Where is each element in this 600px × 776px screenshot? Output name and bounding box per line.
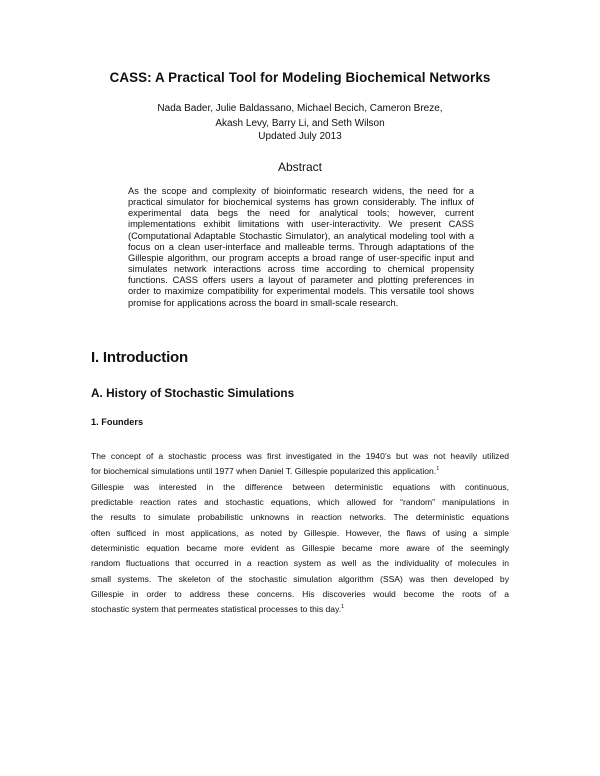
section-heading: I. Introduction	[91, 349, 188, 366]
body-line: often sufficed in most applications, as noted by Gillespie. However, the flaws of using a simple	[91, 527, 509, 538]
abstract-line: implementations exhibit limitations with user-interactivity. We present CASS	[128, 219, 474, 230]
abstract-line: practical simulator for biochemical systems has grown considerably. The influx of	[128, 197, 474, 208]
body-line-text: for biochemical simulations until 1977 when Daniel T. Gillespie popularized this application.	[91, 466, 437, 477]
authors-line-2: Akash Levy, Barry Li, and Seth Wilson	[215, 118, 385, 129]
abstract-line: simulates network interactions across time according to chemical propensity	[128, 264, 474, 275]
body-line: the results to simulate probabilistic unknowns in reaction networks. The deterministic equations	[91, 512, 509, 523]
body-line	[91, 464, 509, 479]
abstract-text	[128, 186, 474, 309]
footnote-ref[interactable]: 1	[436, 466, 440, 473]
abstract-line: order to maximize compatibility for experimental models. This versatile tool shows	[128, 286, 474, 297]
abstract-heading: Abstract	[277, 160, 322, 174]
body-paragraph	[91, 449, 509, 618]
subsection-heading: A. History of Stochastic Simulations	[91, 386, 295, 400]
updated-date: Updated July 2013	[258, 131, 342, 142]
body-line-text: stochastic system that permeates statistical processes to this day.	[91, 604, 342, 615]
abstract-line: experimental data begs the need for analytical tools; however, current	[128, 208, 474, 219]
abstract-line: As the scope and complexity of bioinformatic research widens, the need for a	[128, 186, 474, 196]
abstract-line: Gillespie algorithm, our program accepts a broad range of user-specific input and	[128, 252, 474, 263]
body-line: predictable reaction rates and stochastic equations, which allowed for “random” manipulations in	[91, 497, 509, 508]
body-line	[91, 602, 509, 617]
body-line: The concept of a stochastic process was first investigated in the 1940’s but was not heavily utilized	[91, 451, 509, 461]
body-line: random fluctuations that occurred in a reaction system as well as the individuality of molecules in	[91, 558, 509, 569]
paper-title: CASS: A Practical Tool for Modeling Biochemical Networks	[109, 70, 491, 85]
footnote-ref[interactable]: 1	[341, 604, 345, 611]
body-line: deterministic equation became more evident as Gillespie became more aware of the seemingly	[91, 543, 509, 554]
abstract-line: functions. CASS offers users a layout of parameter and plotting preferences in	[128, 275, 474, 286]
body-line: Gillespie in order to address these concerns. His discoveries would become the roots of a	[91, 589, 509, 600]
body-line: small systems. The skeleton of the stochastic simulation algorithm (SSA) was then developed by	[91, 573, 509, 584]
author-list	[0, 101, 600, 131]
abstract-line: focus on a clean user-interface and malleable terms. Through adaptations of the	[128, 241, 474, 252]
abstract-line: promise for applications across the board in small-scale research.	[128, 297, 399, 308]
abstract-line: (Computational Adaptable Stochastic Simulator), an analytical modeling tool with a	[128, 230, 474, 241]
subsubsection-heading: 1. Founders	[91, 417, 144, 427]
body-line: Gillespie was interested in the difference between deterministic equations with continuous,	[91, 481, 509, 492]
authors-line-1: Nada Bader, Julie Baldassano, Michael Becich, Cameron Breze,	[157, 103, 443, 114]
